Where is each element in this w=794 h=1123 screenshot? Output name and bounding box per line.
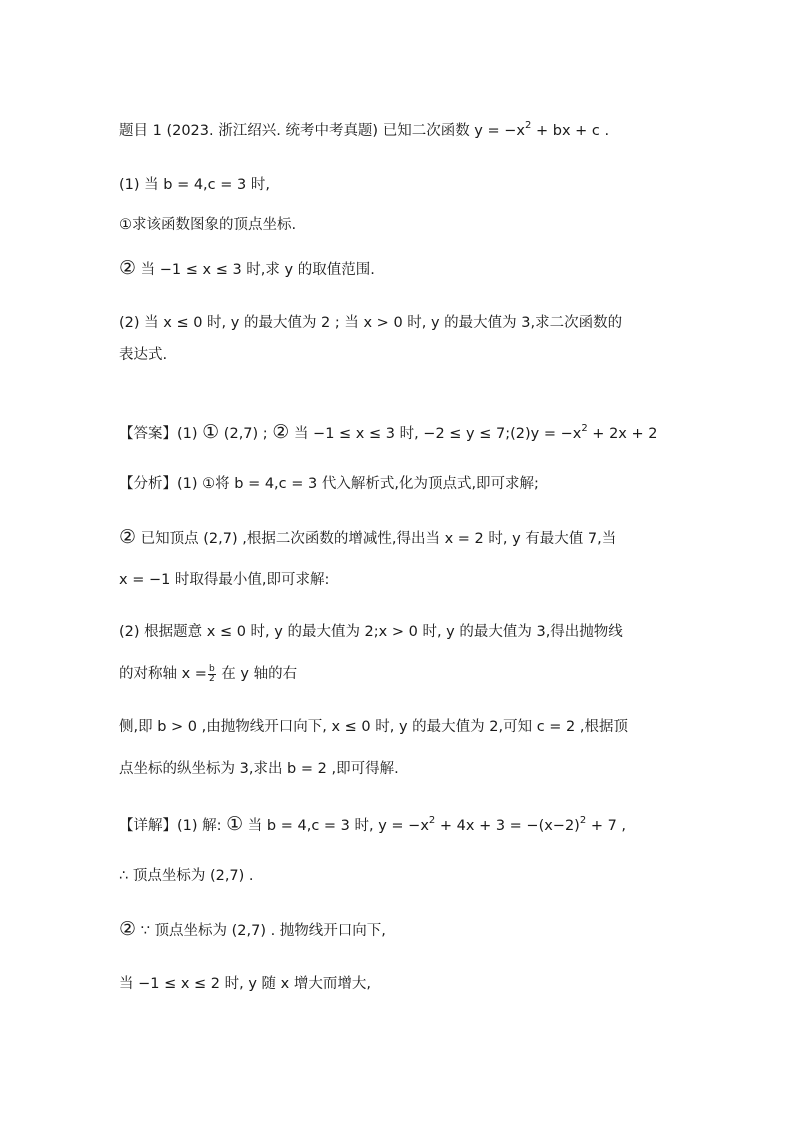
detail-line-3: ② ∵ 顶点坐标为 (2,7) . 抛物线开口向下, [119, 918, 386, 940]
analysis-line-3: x = −1 时取得最小值,即可求解: [119, 572, 330, 588]
analysis-line-7: 点坐标的纵坐标为 3,求出 b = 2 ,即可得解. [119, 761, 399, 777]
fraction-b-over-2: $\frac{b}{2}$ [208, 663, 215, 684]
problem-title: 题目 1 (2023. 浙江绍兴. 统考中考真题) 已知二次函数 $y = -x^2$ + bx + c . [119, 120, 610, 139]
detail-line-2: ∴ 顶点坐标为 (2,7) . [119, 868, 254, 884]
answer-line: 【答案】(1) ① (2,7) ; ② 当 −1 ≤ x ≤ 3 时, −2 ≤ y ≤ 7;(2)y = $-x^2 + 2x + 2$ [119, 421, 658, 443]
analysis-line-1: 【分析】(1) ①将 b = 4,c = 3 代入解析式,化为顶点式,即可求解; [119, 476, 539, 492]
analysis-line-6: 侧,即 b > 0 ,由抛物线开口向下, x ≤ 0 时, y 的最大值为 2,可知 c = 2 ,根据顶 [119, 719, 628, 735]
part-1-question-2: ② 当 −1 ≤ x ≤ 3 时,求 y 的取值范围. [119, 257, 375, 279]
detail-line-1: 【详解】(1) 解: ① 当 b = 4,c = 3 时, $y = -x^2 + 4x + 3 = -(x-2)^2 + 7$ , [119, 813, 627, 835]
detail-line-4: 当 −1 ≤ x ≤ 2 时, y 随 x 增大而增大, [119, 976, 371, 992]
part-2-question: (2) 当 x ≤ 0 时, y 的最大值为 2 ; 当 x > 0 时, y 的最大值为 3,求二次函数的 [119, 315, 623, 331]
analysis-line-2: ② 已知顶点 (2,7) ,根据二次函数的增减性,得出当 x = 2 时, y 有最大值 7,当 [119, 526, 617, 548]
part-1-question-1: ①求该函数图象的顶点坐标. [119, 217, 297, 233]
analysis-line-4: (2) 根据题意 x ≤ 0 时, y 的最大值为 2;x > 0 时, y 的最大值为 3,得出抛物线 [119, 624, 623, 640]
analysis-line-5: 的对称轴 x = $\frac{b}{2}$ 在 y 轴的右 [119, 663, 298, 684]
part-2-question-cont: 表达式. [119, 347, 168, 363]
part-1-condition: (1) 当 b = 4,c = 3 时, [119, 177, 270, 193]
